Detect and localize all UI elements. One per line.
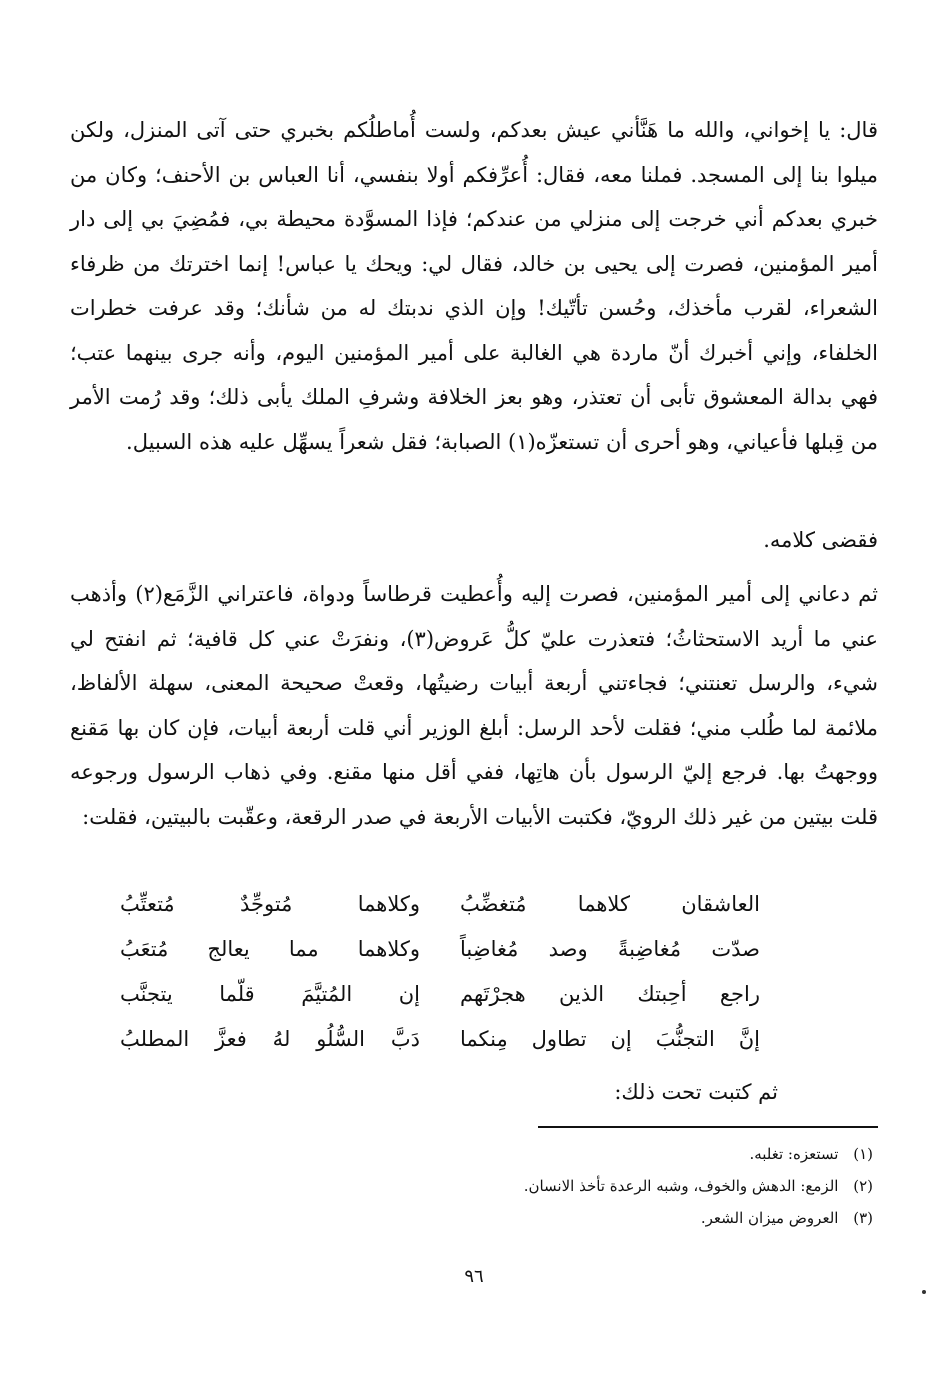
paragraph-1: قال: يا إخواني، والله ما هَنَّأني عيش بعدكم، ولست أُماطلُكم بخبري حتى آتى المنزل، ولكن ميلوا بنا إلى المسجد. فملنا معه، فقال: أُعرِّفكم أولا بنفسي، أنا العباس بن الأحنف؛ وكان من خبري بعدكم أني خرجت إلى منزلي من عندكم؛ فإذا المسوَّدة محيطة بي، فمُضِيَ بي إلى دار أمير المؤمنين، فصرت إلى يحيى بن خالد، فقال لي: ويحك يا عباس! إنما اخترتك من ظرفاء الشعراء، لقرب مأخذك، وحُسن تأتّيك! وإن الذي ندبتك له من شأنك؛ وقد عرفت خطرات الخلفاء، وإني أخبرك أنّ ماردة هي الغالبة على أمير المؤمنين اليوم، وأنه جرى بينهما عتب؛ فهي بدالة المعشوق تأبى أن تعتذر، وهو بعز الخلافة وشرفِ الملك يأبى ذلك؛ وقد رُمت الأمر من قِبلها فأعياني، وهو أحرى أن تستعزّه(١) الصبابة؛ فقل شعراً يسهِّل عليه هذه السبيل. (70, 118, 878, 454)
poem-verse (120, 972, 760, 1017)
footnote-text: العروض ميزان الشعر. (700, 1209, 839, 1227)
verse-second-hemistich: إن المُتيَّمَ قلّما يتجنَّب (120, 982, 420, 1006)
footnote (524, 1170, 873, 1202)
verse-second-hemistich: وكلاهما مُتوجِّدٌ مُتعتِّبُ (120, 892, 420, 916)
footnote (524, 1202, 873, 1234)
verse-first-hemistich: إنَّ التجنُّبَ إن تطاول مِنكما (460, 1027, 760, 1051)
paragraph-1-ending: فقضى كلامه. (763, 528, 878, 552)
paragraph-2: ثم دعاني إلى أمير المؤمنين، فصرت إليه وأُعطيت قرطاساً ودواة، فاعتراني الزَّمَع(٢) وأذهب عني ما أريد الاستحثاثُ؛ فتعذرت عليّ كلُّ عَروض(٣)، ونفرَتْ عني كل قافية؛ ثم انفتح لي شيء، والرسل تعنتني؛ فجاءتني أربعة أبيات رضيتُها، وقعتْ صحيحة المعنى، سهلة الألفاظ، ملائمة لما طُلب مني؛ فقلت لأحد الرسل: أبلغ الوزير أني قلت أربعة أبيات، فإن كان بها مَقنع ووجهتُ بها. فرجع إليّ الرسول بأن هاتِها، ففي أقل منها مقنع. وفي ذهاب الرسول ورجوعه قلت بيتين من غير ذلك الرويّ، فكتبت الأبيات الأربعة في صدر الرقعة، وعقّبت بالبيتين، فقلت: (70, 582, 878, 829)
poem-verse (120, 1017, 760, 1062)
footnote-text: تستعزه: تغلبه. (749, 1145, 839, 1163)
margin-dot (922, 1290, 926, 1294)
footnote-text: الزمع: الدهش والخوف، وشبه الرعدة تأخذ الانسان. (523, 1177, 839, 1195)
verse-second-hemistich: دَبَّ السُّلُو لهُ فعزَّ المطلبُ (120, 1027, 420, 1051)
verse-first-hemistich: صدّت مُغاضِبةً وصد مُغاضِباً (460, 937, 760, 961)
verse-first-hemistich: العاشقان كلاهما مُتغضِّبُ (460, 892, 760, 916)
verse-first-hemistich: راجع أحِبتك الذين هجرْتَهم (460, 982, 760, 1006)
footnote-number: (١) (853, 1145, 873, 1163)
page-number: ٩٦ (464, 1266, 484, 1287)
footnote (524, 1138, 873, 1170)
poem-verse (120, 927, 760, 972)
footnote-divider (538, 1126, 878, 1128)
post-poem-line: ثم كتبت تحت ذلك: (614, 1080, 778, 1104)
poem-verse (120, 882, 760, 927)
footnote-number: (٣) (853, 1209, 873, 1227)
footnotes (524, 1138, 873, 1234)
poem (120, 882, 760, 1062)
footnote-number: (٢) (853, 1177, 873, 1195)
verse-second-hemistich: وكلاهما مما يعالج مُتعَبُ (120, 937, 420, 961)
